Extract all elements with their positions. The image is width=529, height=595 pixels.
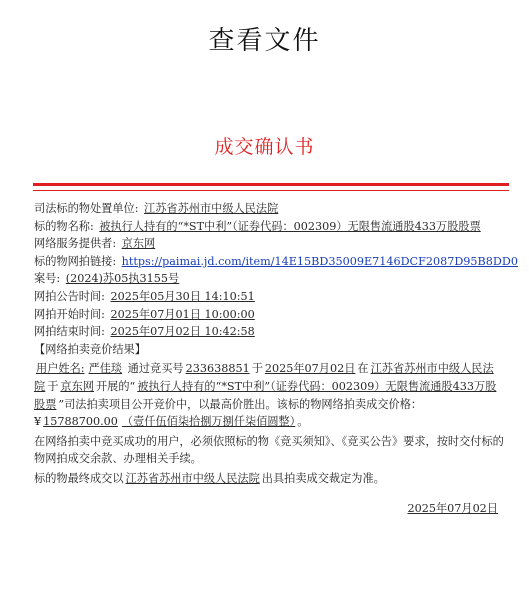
item-name-row <box>34 218 504 236</box>
item-name-value: 被执行人持有的“*ST中利”（证券代码：002309）无限售流通股433万股股票 <box>99 219 481 233</box>
final-ruling-row <box>34 470 504 488</box>
result-text: 在 <box>357 362 369 376</box>
disposal-unit-row <box>34 200 504 218</box>
win-date: 2025年07月02日 <box>264 362 356 376</box>
announce-time-label: 网拍公告时间: <box>34 289 105 303</box>
disposal-unit-value: 江苏省苏州市中级人民法院 <box>144 202 279 215</box>
auction-link-row <box>34 253 518 271</box>
final-price: 15788700.00 <box>43 415 118 429</box>
end-time-value: 2025年07月02日 10:42:58 <box>110 325 255 339</box>
result-text: 开展的“ <box>95 379 136 393</box>
result-court: 江苏省苏州市中级人民法院 <box>34 362 494 393</box>
signature-date: 2025年07月02日 <box>407 501 498 515</box>
end-time-label: 网拍结束时间: <box>34 325 105 339</box>
payment-notice: 在网络拍卖中竞买成功的用户，必须依照标的物《竞买须知》、《竞买公告》要求，按时交付标的物网拍成交余款、办理相关手续。 <box>34 434 504 466</box>
result-platform: 京东网 <box>60 379 94 393</box>
title-divider-thick <box>33 183 509 186</box>
start-time-value: 2025年07月01日 10:00:00 <box>110 307 255 321</box>
provider-value: 京东网 <box>121 237 156 251</box>
winner-name-prefix: 用户姓名: <box>36 362 85 376</box>
title-divider-thin <box>33 190 509 191</box>
document-title: 成交确认书 <box>214 136 315 158</box>
result-text: 于 <box>47 379 59 393</box>
case-number-row <box>34 270 504 288</box>
case-number-label: 案号: <box>34 272 61 286</box>
disposal-unit-label: 司法标的物处置单位: <box>34 202 139 215</box>
page-title: 查看文件 <box>208 26 321 56</box>
final-ruling-court: 江苏省苏州市中级人民法院 <box>125 471 260 485</box>
document-body <box>34 200 518 517</box>
start-time-label: 网拍开始时间: <box>34 307 105 321</box>
winner-name: 严佳琰 <box>88 362 123 376</box>
start-time-row <box>34 306 504 324</box>
result-heading: 【网络拍卖竞价结果】 <box>34 342 146 356</box>
end-time-row <box>34 323 504 341</box>
result-item: 被执行人持有的“*ST中利”（证券代码：002309）无限售流通股433万股股票 <box>34 379 497 411</box>
announce-time-value: 2025年05月30日 14:10:51 <box>110 289 255 303</box>
item-name-label: 标的物名称: <box>34 219 94 233</box>
announce-time-row <box>34 288 504 306</box>
provider-label: 网络服务提供者: <box>34 237 117 251</box>
case-number-value: (2024)苏05执3155号 <box>65 272 180 286</box>
result-text: 于 <box>251 362 263 376</box>
result-text: 通过竞买号 <box>127 362 184 376</box>
provider-row <box>34 235 504 253</box>
auction-link-label: 标的物网拍链接: <box>34 254 117 268</box>
signature-date-row <box>34 500 504 518</box>
auction-link[interactable]: https://paimai.jd.com/item/14E15BD35009E7146DCF2087D95B8DD0 <box>121 254 518 268</box>
result-text: ”司法拍卖项目公开竞价中，以最高价胜出。该标的物网络拍卖成交价格：¥ <box>34 397 423 429</box>
result-text: 。 <box>297 415 309 429</box>
result-paragraph <box>34 360 504 430</box>
final-ruling-prefix: 标的物最终成交以 <box>34 471 124 485</box>
final-price-chinese: （壹仟伍佰柒拾捌万捌仟柒佰圆整） <box>121 415 296 429</box>
bid-number: 233638851 <box>185 362 250 376</box>
final-ruling-suffix: 出具拍卖成交裁定为准。 <box>261 471 385 485</box>
